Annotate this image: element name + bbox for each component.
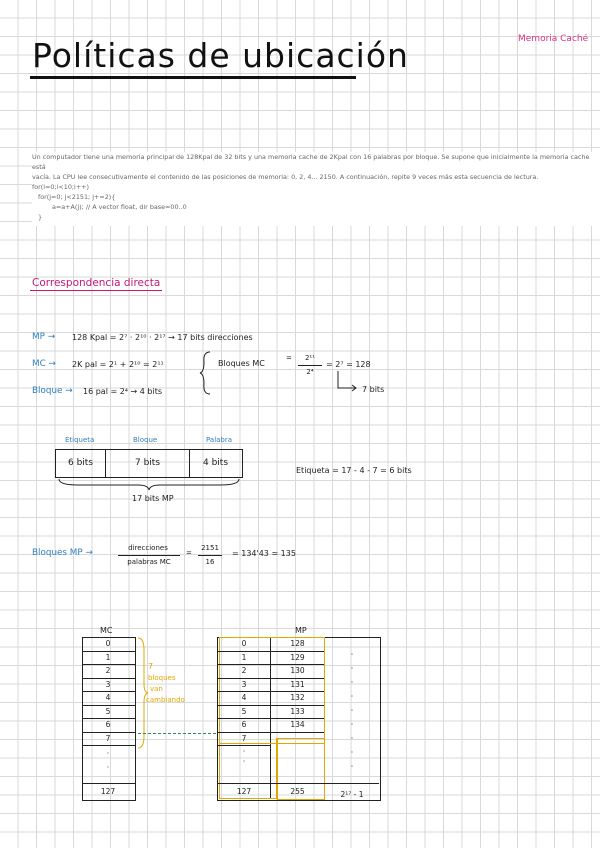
frac-numerator: 2¹¹ xyxy=(304,354,316,362)
seven-bits-label: 7 bits xyxy=(362,385,385,394)
mc-table-title: MC xyxy=(100,626,113,635)
mc-expression: 2K pal = 2¹ + 2¹⁰ = 2¹¹ xyxy=(72,360,164,369)
page-title: Políticas de ubicación xyxy=(32,36,409,75)
mp-col1-value: 127 xyxy=(236,787,252,796)
problem-code-3: a=a+A(j); // A vector float, dir base=00..0 xyxy=(52,203,187,211)
problem-line-1: Un computador tiene una memoria principal de 128Kpal de 32 bits y una memoria cache de 2Kpal con 16 palabras por bloque. Se supone que inicialmente la memoria cache está xyxy=(32,153,590,171)
note-number: 7 xyxy=(148,662,154,671)
fraction-bar xyxy=(298,365,322,366)
frac-denominator: 2⁴ xyxy=(306,368,314,376)
field-palabra: 4 bits xyxy=(202,458,229,468)
bloques-mp-num: direcciones xyxy=(128,544,168,552)
mp-row-line xyxy=(218,705,324,706)
mc-row-value: 1 xyxy=(105,652,111,662)
equals-sign: = xyxy=(286,354,292,362)
mp-col2-value: 128 xyxy=(290,639,305,648)
mc-row-line xyxy=(82,718,135,719)
equals-sign: = xyxy=(186,549,192,557)
mc-row-value: · xyxy=(106,749,110,758)
mp-row-line xyxy=(218,678,324,679)
fraction-bar xyxy=(118,555,180,556)
bloque-expression: 16 pal = 2⁴ → 4 bits xyxy=(83,387,163,396)
arrow-icon: → xyxy=(48,359,56,369)
mp-col2-value: 133 xyxy=(290,706,305,716)
note-line-1: bloques xyxy=(148,674,176,682)
note-line-3: cambiando xyxy=(146,696,185,704)
bloques-mp-label: Bloques MP → xyxy=(32,548,93,558)
mp-col3-last: 2¹⁷ - 1 xyxy=(340,790,364,799)
mc-label: MC → xyxy=(32,359,56,369)
problem-code-1: for(i=0;i<10;i++) xyxy=(32,183,90,191)
mc-row-value: 2 xyxy=(105,666,111,675)
mp-row-line xyxy=(218,718,324,719)
header-tag: Memoria Caché xyxy=(518,34,589,44)
problem-code-4: } xyxy=(38,213,43,221)
problem-line-2: vacía. La CPU lee consecutivamente el contenido de las posiciones de memoria: 0, 2, 4... 2150. A continuación, repite 9 veces más esta secuencia de lectura. xyxy=(32,173,539,181)
mc-row-line xyxy=(82,678,135,679)
field-bloque: 7 bits xyxy=(134,458,161,468)
mc-table xyxy=(82,637,136,801)
mp-col2-value: 255 xyxy=(290,787,305,796)
mc-row-value: 4 xyxy=(105,693,111,702)
mp-col2-value: 129 xyxy=(290,652,305,662)
mp-row-line xyxy=(218,691,324,692)
header-bloque: Bloque xyxy=(133,436,158,444)
mp-col1-value: 7 xyxy=(241,733,247,743)
bloques-mp-result: = 134'43 ≃ 135 xyxy=(232,549,296,558)
mc-row-line xyxy=(82,664,135,665)
mp-col1-value: 2 xyxy=(241,666,247,675)
bloques-mc-result: = 2⁷ = 128 xyxy=(326,360,371,369)
mc-row-value: · xyxy=(106,762,110,772)
arrow-icon: → xyxy=(47,332,56,342)
arrow-icon: → xyxy=(65,386,73,396)
bloques-mp-frac-num: 2151 xyxy=(201,544,219,552)
dashed-connector xyxy=(138,733,216,734)
mc-row-line xyxy=(82,745,135,746)
mp-expression: 128 Kpal = 2⁷ · 2¹⁰ · 2¹⁷ → 17 bits direcciones xyxy=(72,333,253,342)
mp-row-line xyxy=(218,732,324,733)
mc-row-line xyxy=(82,732,135,733)
section-underline xyxy=(30,290,162,291)
problem-code-2: for(j=0; j<2151; j+=2){ xyxy=(38,193,116,201)
note-line-2: van xyxy=(150,685,163,693)
mp-col1-value: 0 xyxy=(241,639,247,648)
mp-col1-dots: · · xyxy=(242,747,246,766)
mp-col1-value: 4 xyxy=(241,693,247,702)
section-heading: Correspondencia directa xyxy=(32,277,161,289)
mp-label: MP → xyxy=(32,332,56,342)
title-underline xyxy=(30,76,356,79)
mp-col2-value: 131 xyxy=(290,679,305,689)
mp-col3-dots: · · · · · · · · · xyxy=(350,650,354,771)
arrow-icon: → xyxy=(85,548,93,558)
mc-row-value: 7 xyxy=(105,733,111,743)
under-brace-icon xyxy=(58,478,240,492)
mc-row-value: 6 xyxy=(105,720,111,729)
bloques-mc-label: Bloques MC xyxy=(218,359,265,368)
bloques-mp-den: palabras MC xyxy=(127,558,171,566)
mc-row-value: 0 xyxy=(105,639,111,648)
header-palabra: Palabra xyxy=(206,436,233,444)
mp-row-line xyxy=(218,783,379,784)
mp-row-line xyxy=(218,664,324,665)
field-etiqueta: 6 bits xyxy=(67,458,94,468)
bloque-label: Bloque → xyxy=(32,386,73,396)
mp-col2-value: 134 xyxy=(290,720,305,729)
mp-col2-value: 130 xyxy=(290,666,305,675)
mp-col2-value: 132 xyxy=(290,693,305,702)
bloques-mp-frac-den: 16 xyxy=(205,558,215,566)
problem-statement xyxy=(32,152,600,226)
total-bits-label: 17 bits MP xyxy=(132,494,174,503)
mc-row-line xyxy=(82,705,135,706)
mp-col1-value: 1 xyxy=(241,652,247,662)
curly-brace-icon xyxy=(198,350,214,396)
mp-row-line xyxy=(218,651,324,652)
mc-row-value: 5 xyxy=(105,706,111,716)
mc-row-value: 127 xyxy=(100,787,116,796)
mp-col1-value: 3 xyxy=(241,679,247,689)
mc-row-line xyxy=(82,691,135,692)
fraction-bar xyxy=(198,555,222,556)
mp-col1-value: 6 xyxy=(241,720,247,729)
header-etiqueta: Etiqueta xyxy=(65,436,95,444)
corner-arrow-icon xyxy=(336,370,360,392)
mc-row-line xyxy=(82,783,135,784)
mc-row-value: 3 xyxy=(105,679,111,689)
mp-col1-value: 5 xyxy=(241,706,247,716)
etiqueta-calculation: Etiqueta = 17 - 4 - 7 = 6 bits xyxy=(296,466,412,475)
mp-row-line xyxy=(218,745,271,746)
mc-row-line xyxy=(82,651,135,652)
mp-table-title: MP xyxy=(295,626,307,635)
